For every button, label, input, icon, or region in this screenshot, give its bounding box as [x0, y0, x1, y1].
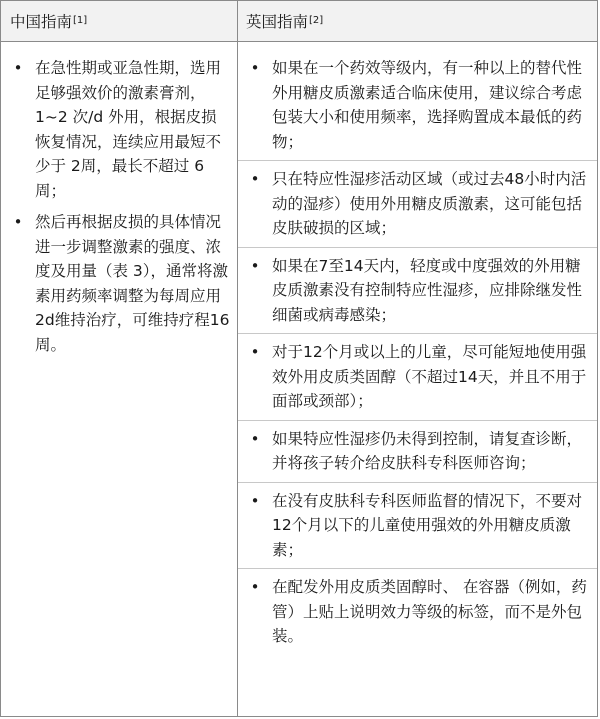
- uk-item-1: [238, 56, 597, 161]
- uk-item-3: [238, 248, 597, 335]
- header-china-guideline: 中国指南 [1]: [1, 1, 238, 41]
- bullet-icon: •: [250, 256, 260, 275]
- china-guideline-list: [1, 56, 237, 357]
- uk-item-6: [238, 483, 597, 570]
- bullet-icon: •: [250, 343, 260, 361]
- uk-item-6-text: 在没有皮肤科专科医师监督的情况下，不要对12个月以下的儿童使用强效的外用糖皮质激素；: [272, 491, 583, 559]
- china-item-2: [1, 210, 237, 357]
- china-item-2-text: 然后再根据皮损的具体情况进一步调整激素的强度、浓度及用量（表 3），通常将激素用药频率调整为每周应用2d维持治疗，可维持疗程16周。: [35, 213, 230, 354]
- uk-item-5-text: 如果特应性湿疹仍未得到控制，请复查诊断，并将孩子转介给皮肤科专科医师咨询；: [272, 429, 583, 472]
- header-uk-guideline: 英国指南 [2]: [238, 1, 597, 41]
- uk-guideline-list: [238, 56, 597, 655]
- uk-item-7: [238, 569, 597, 655]
- bullet-icon: •: [250, 59, 260, 77]
- uk-item-1-text: 如果在一个药效等级内，有一种以上的替代性外用糖皮质激素适合临床使用，建议综合考虑包装大小和使用频率，选择购置成本最低的药物；: [272, 59, 583, 151]
- uk-item-4-text: 对于12个月或以上的儿童，尽可能短地使用强效外用皮质类固醇（不超过14天，并且不用于面部或颈部）；: [272, 343, 587, 410]
- header-uk-title: 英国指南: [246, 13, 309, 31]
- bullet-icon: •: [250, 170, 260, 188]
- bullet-icon: •: [13, 213, 23, 231]
- table-body-row: [1, 42, 597, 716]
- bullet-icon: •: [250, 429, 260, 448]
- uk-guideline-column: [238, 42, 597, 716]
- bullet-icon: •: [250, 491, 260, 510]
- china-item-1: [1, 56, 237, 203]
- header-china-title: 中国指南: [10, 13, 73, 31]
- uk-item-2: [238, 161, 597, 248]
- china-item-1-text: 在急性期或亚急性期，选用足够强效价的激素膏剂，1~2 次/d 外用，根据皮损恢复情况，连续应用最短不少于 2周，最长不超过 6 周；: [35, 59, 222, 200]
- uk-item-4: [238, 334, 597, 421]
- uk-item-2-text: 只在特应性湿疹活动区域（或过去48小时内活动的湿疹）使用外用糖皮质激素，这可能包括皮肤破损的区域；: [272, 170, 587, 237]
- china-guideline-column: [1, 42, 238, 716]
- bullet-icon: •: [13, 59, 23, 77]
- table-header-row: [1, 1, 597, 42]
- bullet-icon: •: [250, 578, 260, 596]
- uk-item-5: [238, 421, 597, 483]
- uk-item-7-text: 在配发外用皮质类固醇时、 在容器（例如，药管）上贴上说明效力等级的标签，而不是外包装。: [272, 578, 587, 645]
- uk-item-3-text: 如果在7至14天内，轻度或中度强效的外用糖皮质激素没有控制特应性湿疹，应排除继发性细菌或病毒感染；: [272, 256, 583, 324]
